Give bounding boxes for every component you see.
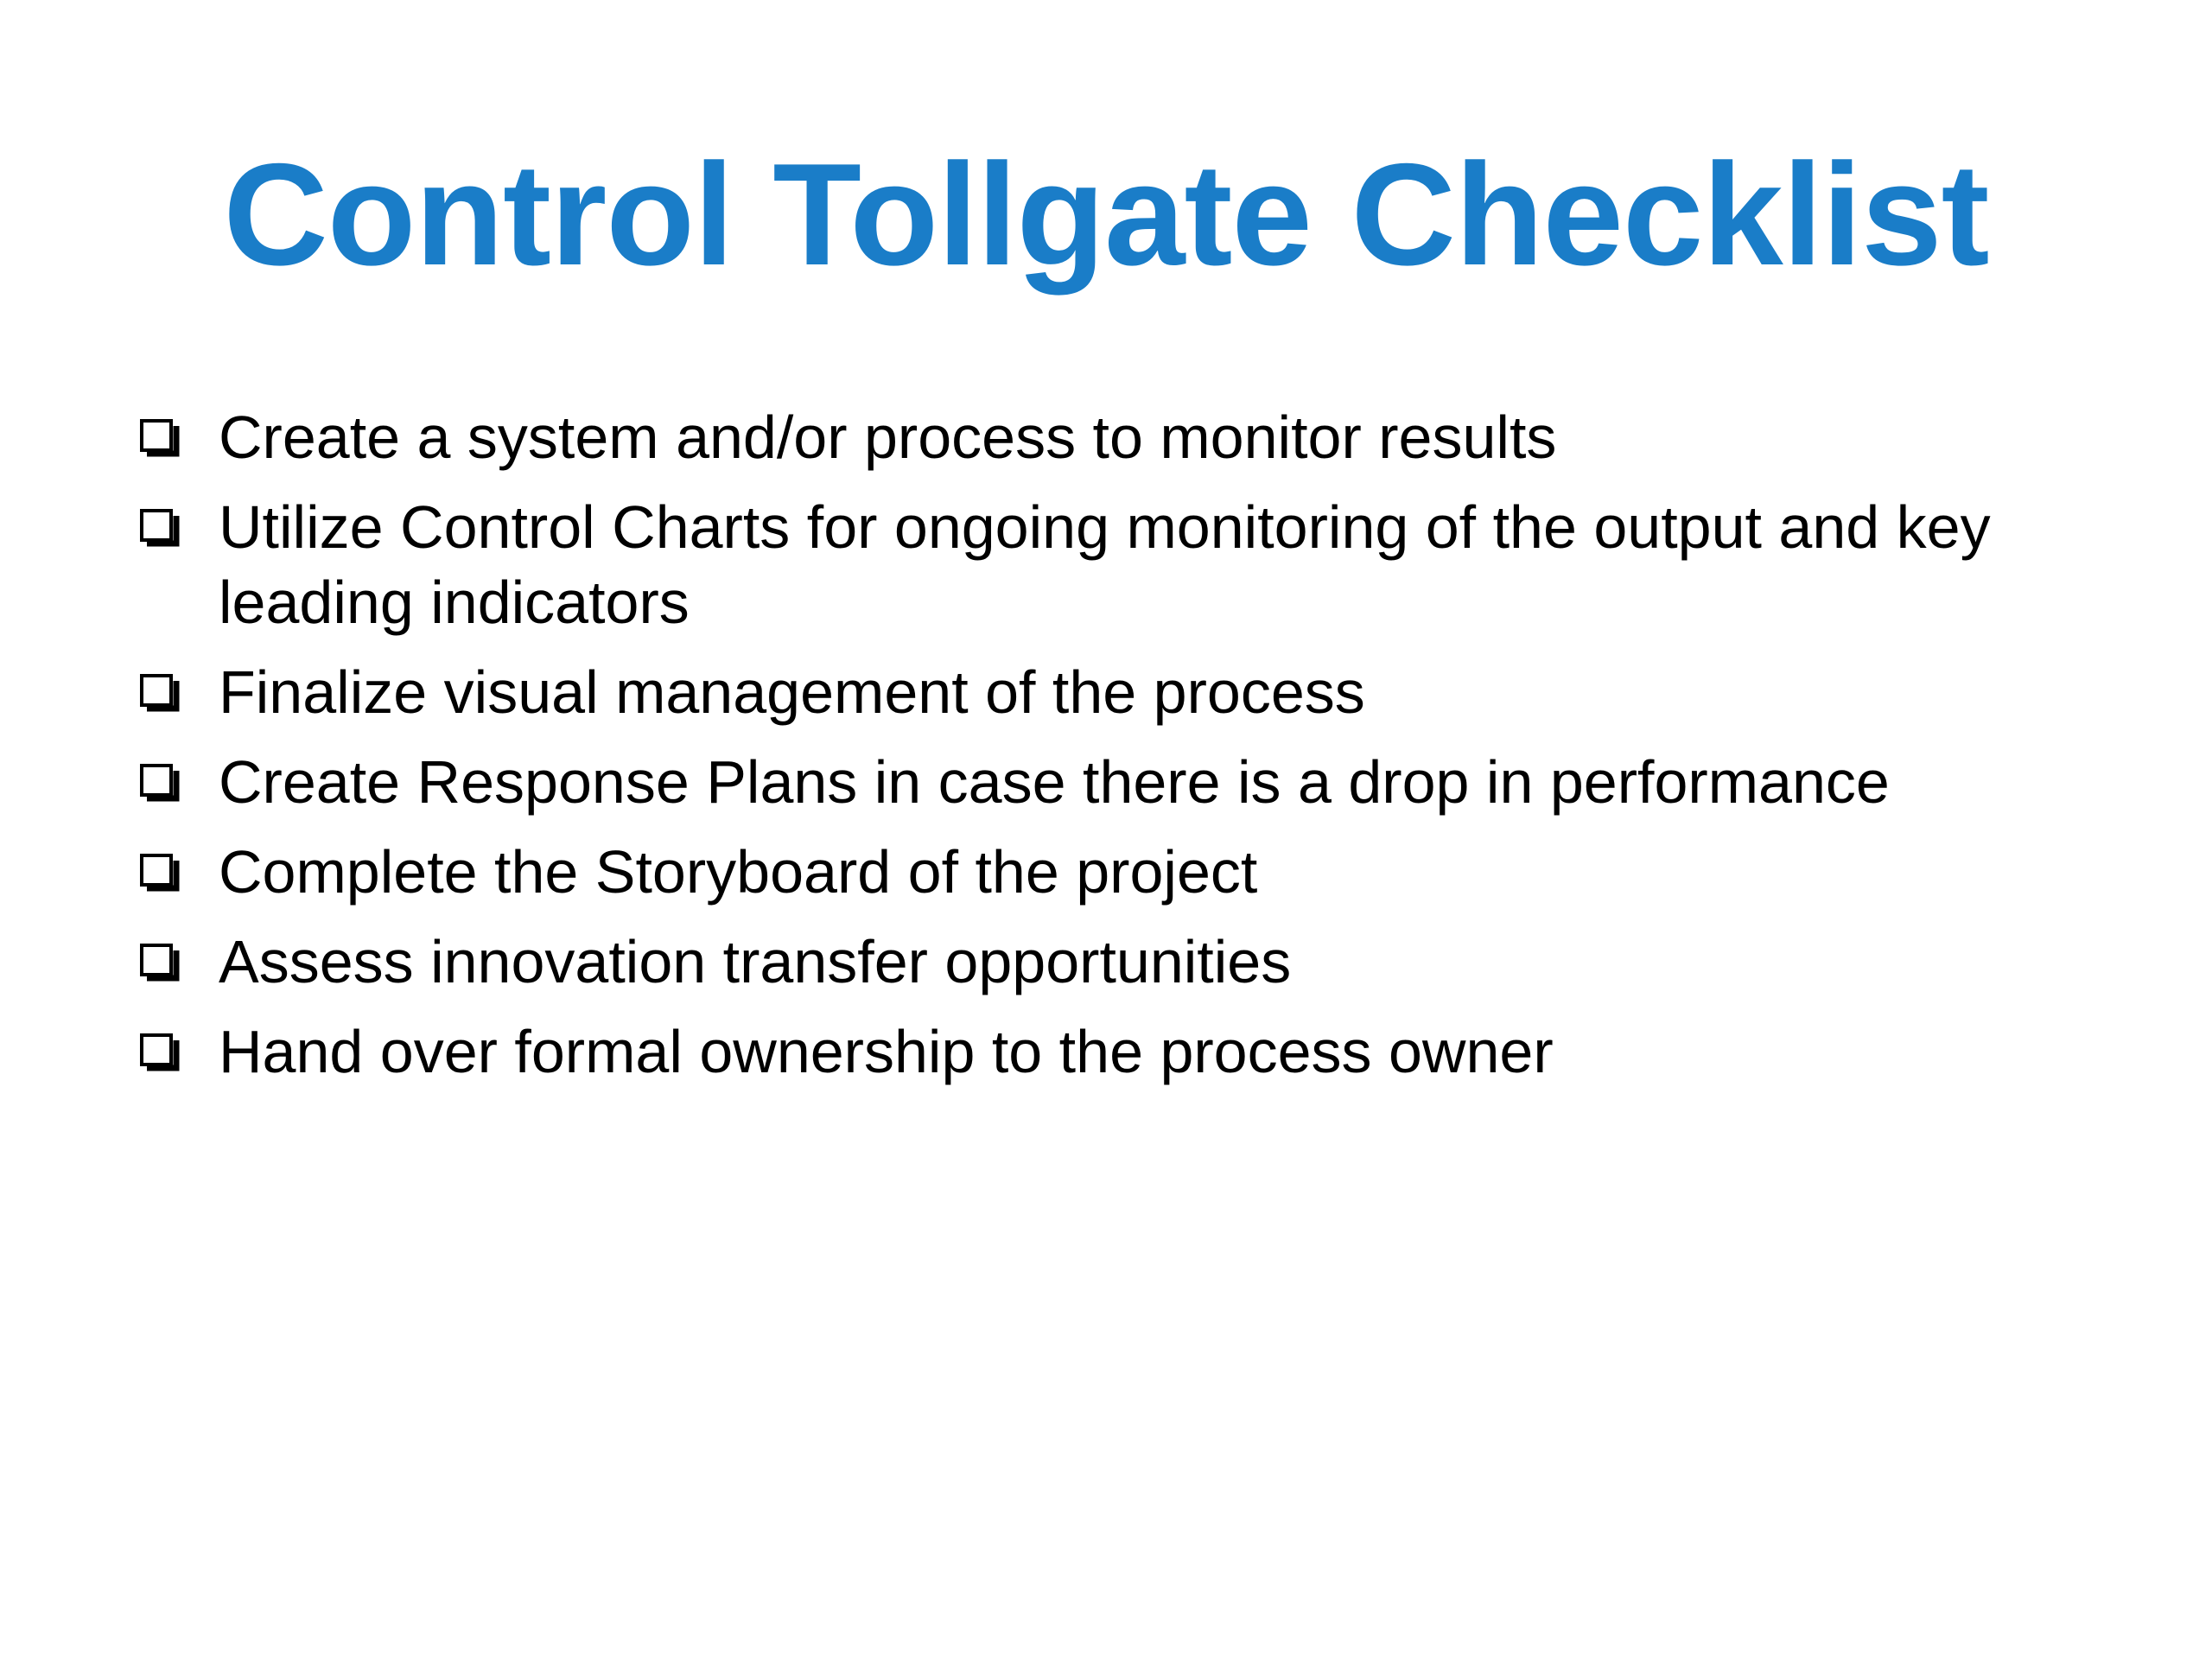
slide-title: Control Tollgate Checklist	[223, 133, 1989, 296]
checkbox-icon	[140, 419, 180, 459]
checklist-item-text: Utilize Control Charts for ongoing monitoring of the output and key leading indicators	[219, 493, 1991, 636]
checklist-item	[137, 925, 2107, 1000]
checklist-item	[137, 745, 2107, 820]
checkbox-icon	[140, 674, 180, 714]
checklist-item-text: Hand over formal ownership to the process owner	[219, 1018, 1554, 1085]
checkbox-icon	[140, 1033, 180, 1073]
checkbox-icon	[140, 944, 180, 983]
checklist-item-text: Create Response Plans in case there is a drop in performance	[219, 748, 1890, 816]
checklist-item-text: Create a system and/or process to monitor results	[219, 404, 1557, 471]
checklist-item	[137, 490, 2107, 640]
checklist-item-text: Assess innovation transfer opportunities	[219, 928, 1292, 995]
checkbox-icon	[140, 509, 180, 549]
checklist-item-text: Finalize visual management of the process	[219, 658, 1365, 726]
checklist-item	[137, 400, 2107, 475]
checklist-item	[137, 835, 2107, 910]
checklist-item	[137, 1014, 2107, 1090]
checklist	[137, 400, 2107, 1104]
checkbox-icon	[140, 764, 180, 804]
checklist-item-text: Complete the Storyboard of the project	[219, 838, 1258, 906]
checklist-item	[137, 655, 2107, 730]
checkbox-icon	[140, 854, 180, 893]
